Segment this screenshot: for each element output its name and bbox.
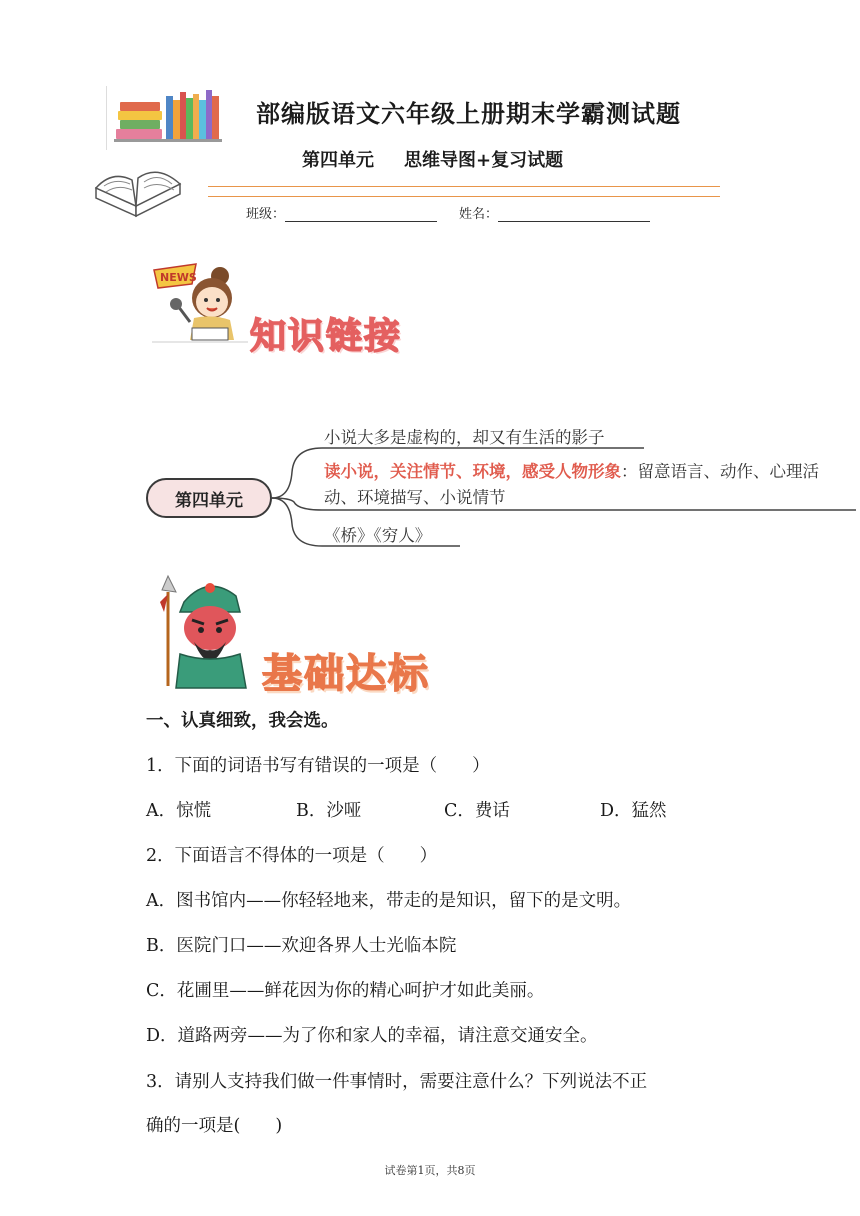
page-title: 部编版语文六年级上册期末学霸测试题 bbox=[256, 99, 681, 128]
question-1-options bbox=[146, 797, 667, 822]
q2-option-a[interactable]: A．图书馆内——你轻轻地来，带走的是知识，留下的是文明。 bbox=[146, 891, 632, 911]
q2-option-c[interactable]: C．花圃里——鲜花因为你的精心呵护才如此美丽。 bbox=[146, 981, 545, 1001]
q1-option-d[interactable]: D．猛然 bbox=[600, 801, 667, 821]
q2-option-b[interactable]: B．医院门口——欢迎各界人士光临本院 bbox=[146, 936, 457, 956]
divider-line bbox=[208, 196, 720, 197]
name-label: 姓名： bbox=[459, 207, 499, 222]
name-field[interactable] bbox=[498, 207, 650, 222]
books-stack-illustration bbox=[106, 86, 234, 150]
open-book-illustration bbox=[92, 158, 184, 220]
student-info-row bbox=[246, 203, 650, 222]
news-girl-illustration bbox=[150, 262, 250, 348]
basic-standard-banner: 基础达标 bbox=[262, 651, 430, 697]
page-footer: 试卷第1页，共8页 bbox=[384, 1164, 476, 1177]
divider-line bbox=[208, 186, 720, 187]
subtitle-unit: 第四单元 bbox=[302, 150, 374, 171]
class-field[interactable] bbox=[285, 207, 437, 222]
mind-map-branch-3: 《桥》《穷人》 bbox=[324, 526, 432, 545]
mind-map-branch-2 bbox=[324, 459, 844, 511]
q1-option-c[interactable]: C．费话 bbox=[444, 801, 510, 821]
mind-map-root-node: 第四单元 bbox=[146, 478, 272, 518]
section-heading: 一、认真细致，我会选。 bbox=[146, 711, 339, 731]
q2-option-d[interactable]: D．道路两旁——为了你和家人的幸福，请注意交通安全。 bbox=[146, 1026, 598, 1046]
q1-option-a[interactable]: A．惊慌 bbox=[146, 801, 212, 821]
question-1-stem: 1．下面的词语书写有错误的一项是（ ） bbox=[146, 756, 490, 776]
question-3-stem-line1: 3．请别人支持我们做一件事情时，需要注意什么？下列说法不正 bbox=[146, 1072, 648, 1092]
question-3-stem-line2: 确的一项是( ) bbox=[146, 1116, 283, 1136]
question-2-stem: 2．下面语言不得体的一项是（ ） bbox=[146, 846, 438, 866]
news-tag: NEWS bbox=[160, 271, 197, 284]
subtitle bbox=[302, 146, 563, 172]
class-label: 班级： bbox=[246, 207, 286, 222]
mind-map-branch-2-highlight: 读小说，关注情节、环境，感受人物形象 bbox=[324, 462, 621, 481]
mind-map-branch-2-detail: ：留意语言、动作、心理活动、环境描写、小说情节 bbox=[324, 462, 819, 507]
warrior-illustration bbox=[154, 572, 258, 690]
mind-map-branch-1: 小说大多是虚构的，却又有生活的影子 bbox=[324, 428, 605, 447]
knowledge-link-banner: 知识链接 bbox=[250, 316, 403, 357]
q1-option-b[interactable]: B．沙哑 bbox=[296, 801, 362, 821]
subtitle-topic: 思维导图+复习试题 bbox=[404, 150, 564, 171]
